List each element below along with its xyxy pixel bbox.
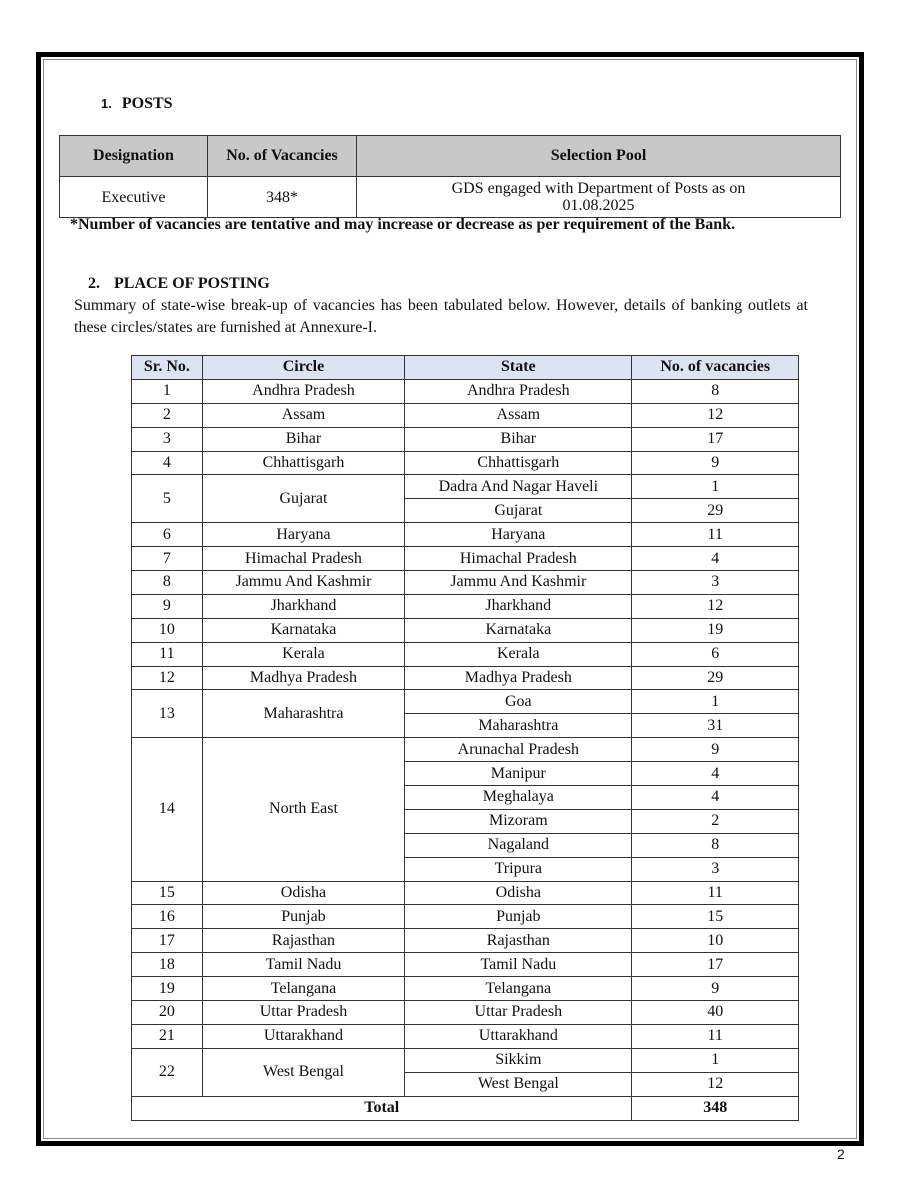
- cell-circle: Maharashtra: [202, 690, 404, 738]
- cell-sr-no: 9: [132, 594, 203, 618]
- table-header-row: [132, 356, 799, 380]
- cell-vacancies: 8: [632, 833, 799, 857]
- cell-circle: West Bengal: [202, 1048, 404, 1096]
- cell-state: Meghalaya: [405, 786, 632, 810]
- cell-sr-no: 15: [132, 881, 203, 905]
- section-number: 2.: [88, 275, 100, 292]
- header-vacancies: No. of Vacancies: [208, 136, 357, 177]
- cell-sr-no: 4: [132, 451, 203, 475]
- header-sr-no: Sr. No.: [132, 356, 203, 380]
- cell-designation: Executive: [60, 177, 208, 218]
- cell-sr-no: 5: [132, 475, 203, 523]
- cell-vacancies: 11: [632, 1024, 799, 1048]
- cell-state: Goa: [405, 690, 632, 714]
- cell-state: Tripura: [405, 857, 632, 881]
- cell-circle: Gujarat: [202, 475, 404, 523]
- table-row: [132, 666, 799, 690]
- cell-sr-no: 16: [132, 905, 203, 929]
- cell-vacancies: 2: [632, 809, 799, 833]
- cell-vacancies: 12: [632, 594, 799, 618]
- cell-vacancies: 1: [632, 475, 799, 499]
- cell-circle: Himachal Pradesh: [202, 547, 404, 571]
- cell-vacancies: 40: [632, 1001, 799, 1025]
- table-row: [132, 547, 799, 571]
- table-row: [132, 690, 799, 714]
- table-row: [132, 451, 799, 475]
- cell-circle: Karnataka: [202, 618, 404, 642]
- table-row: [60, 177, 841, 218]
- cell-vacancies: 1: [632, 1048, 799, 1072]
- table-row: [132, 1024, 799, 1048]
- pool-line-1: GDS engaged with Department of Posts as on: [451, 180, 746, 197]
- cell-state: Jharkhand: [405, 594, 632, 618]
- cell-state: Uttarakhand: [405, 1024, 632, 1048]
- state-table-body: [132, 379, 799, 1120]
- cell-circle: Chhattisgarh: [202, 451, 404, 475]
- cell-sr-no: 14: [132, 738, 203, 881]
- cell-circle: Punjab: [202, 905, 404, 929]
- cell-state: Bihar: [405, 427, 632, 451]
- cell-state: Andhra Pradesh: [405, 379, 632, 403]
- cell-vacancies: 17: [632, 953, 799, 977]
- table-row: [132, 905, 799, 929]
- header-state: State: [405, 356, 632, 380]
- cell-state: Madhya Pradesh: [405, 666, 632, 690]
- cell-sr-no: 6: [132, 523, 203, 547]
- cell-sr-no: 22: [132, 1048, 203, 1096]
- table-row: [132, 379, 799, 403]
- cell-circle: Assam: [202, 403, 404, 427]
- cell-state: Tamil Nadu: [405, 953, 632, 977]
- section-number: 1.: [101, 96, 112, 111]
- cell-vacancies: 9: [632, 977, 799, 1001]
- header-circle: Circle: [202, 356, 404, 380]
- cell-sr-no: 2: [132, 403, 203, 427]
- table-row: [132, 571, 799, 595]
- cell-state: Manipur: [405, 762, 632, 786]
- cell-circle: Andhra Pradesh: [202, 379, 404, 403]
- table-row: [132, 1001, 799, 1025]
- cell-state: Sikkim: [405, 1048, 632, 1072]
- table-row: [132, 523, 799, 547]
- cell-sr-no: 8: [132, 571, 203, 595]
- table-row: [132, 594, 799, 618]
- cell-vacancies: 19: [632, 618, 799, 642]
- total-row: [132, 1096, 799, 1120]
- cell-vacancies: 348*: [208, 177, 357, 218]
- vacancy-note: *Number of vacancies are tentative and may increase or decrease as per requirement of the Bank.: [70, 216, 736, 233]
- cell-vacancies: 11: [632, 523, 799, 547]
- cell-state: Karnataka: [405, 618, 632, 642]
- total-label: Total: [132, 1096, 632, 1120]
- cell-sr-no: 21: [132, 1024, 203, 1048]
- section-title: PLACE OF POSTING: [114, 275, 270, 292]
- cell-state: Himachal Pradesh: [405, 547, 632, 571]
- cell-sr-no: 1: [132, 379, 203, 403]
- cell-state: Kerala: [405, 642, 632, 666]
- header-designation: Designation: [60, 136, 208, 177]
- cell-state: Mizoram: [405, 809, 632, 833]
- state-vacancy-table: [131, 355, 799, 1121]
- section-posts-heading: [101, 95, 173, 113]
- cell-state: Odisha: [405, 881, 632, 905]
- cell-circle: Haryana: [202, 523, 404, 547]
- cell-circle: Telangana: [202, 977, 404, 1001]
- cell-vacancies: 10: [632, 929, 799, 953]
- cell-vacancies: 17: [632, 427, 799, 451]
- cell-sr-no: 10: [132, 618, 203, 642]
- cell-vacancies: 31: [632, 714, 799, 738]
- cell-vacancies: 11: [632, 881, 799, 905]
- cell-vacancies: 1: [632, 690, 799, 714]
- cell-state: Assam: [405, 403, 632, 427]
- cell-vacancies: 3: [632, 571, 799, 595]
- cell-sr-no: 19: [132, 977, 203, 1001]
- cell-sr-no: 11: [132, 642, 203, 666]
- cell-vacancies: 9: [632, 451, 799, 475]
- cell-circle: Uttarakhand: [202, 1024, 404, 1048]
- cell-state: Maharashtra: [405, 714, 632, 738]
- cell-circle: Rajasthan: [202, 929, 404, 953]
- cell-state: Nagaland: [405, 833, 632, 857]
- cell-circle: Odisha: [202, 881, 404, 905]
- header-vacancies: No. of vacancies: [632, 356, 799, 380]
- pool-line-2: 01.08.2025: [562, 197, 635, 214]
- header-selection-pool: Selection Pool: [357, 136, 841, 177]
- cell-sr-no: 18: [132, 953, 203, 977]
- cell-state: Punjab: [405, 905, 632, 929]
- cell-sr-no: 17: [132, 929, 203, 953]
- cell-vacancies: 6: [632, 642, 799, 666]
- cell-vacancies: 4: [632, 547, 799, 571]
- table-row: [132, 1048, 799, 1072]
- cell-vacancies: 12: [632, 403, 799, 427]
- cell-circle: Kerala: [202, 642, 404, 666]
- table-row: [132, 475, 799, 499]
- cell-state: Uttar Pradesh: [405, 1001, 632, 1025]
- table-row: [132, 427, 799, 451]
- cell-sr-no: 13: [132, 690, 203, 738]
- cell-circle: Uttar Pradesh: [202, 1001, 404, 1025]
- cell-circle: Bihar: [202, 427, 404, 451]
- cell-state: Chhattisgarh: [405, 451, 632, 475]
- cell-vacancies: 12: [632, 1072, 799, 1096]
- cell-state: Dadra And Nagar Haveli: [405, 475, 632, 499]
- cell-circle: North East: [202, 738, 404, 881]
- section-paragraph: Summary of state-wise break-up of vacancies has been tabulated below. However, details of banking outlets at these circles/states are furnished at Annexure-I.: [74, 297, 808, 336]
- cell-sr-no: 20: [132, 1001, 203, 1025]
- cell-circle: Madhya Pradesh: [202, 666, 404, 690]
- table-row: [132, 953, 799, 977]
- table-row: [132, 738, 799, 762]
- cell-state: West Bengal: [405, 1072, 632, 1096]
- table-row: [132, 618, 799, 642]
- cell-circle: Jharkhand: [202, 594, 404, 618]
- cell-vacancies: 29: [632, 499, 799, 523]
- cell-selection-pool: [357, 177, 841, 218]
- total-value: 348: [632, 1096, 799, 1120]
- cell-vacancies: 9: [632, 738, 799, 762]
- table-row: [132, 642, 799, 666]
- cell-state: Jammu And Kashmir: [405, 571, 632, 595]
- cell-sr-no: 12: [132, 666, 203, 690]
- table-row: [132, 929, 799, 953]
- cell-state: Telangana: [405, 977, 632, 1001]
- cell-state: Haryana: [405, 523, 632, 547]
- posts-table: [59, 135, 841, 218]
- cell-vacancies: 15: [632, 905, 799, 929]
- section-title: POSTS: [121, 95, 173, 112]
- cell-state: Rajasthan: [405, 929, 632, 953]
- cell-sr-no: 7: [132, 547, 203, 571]
- table-header-row: [60, 136, 841, 177]
- cell-state: Arunachal Pradesh: [405, 738, 632, 762]
- cell-circle: Tamil Nadu: [202, 953, 404, 977]
- table-row: [132, 977, 799, 1001]
- section-place-of-posting-heading: [88, 275, 270, 293]
- cell-vacancies: 4: [632, 786, 799, 810]
- cell-vacancies: 3: [632, 857, 799, 881]
- page-number: 2: [837, 1146, 845, 1162]
- cell-circle: Jammu And Kashmir: [202, 571, 404, 595]
- table-row: [132, 881, 799, 905]
- cell-vacancies: 29: [632, 666, 799, 690]
- cell-sr-no: 3: [132, 427, 203, 451]
- cell-vacancies: 4: [632, 762, 799, 786]
- cell-state: Gujarat: [405, 499, 632, 523]
- cell-vacancies: 8: [632, 379, 799, 403]
- table-row: [132, 403, 799, 427]
